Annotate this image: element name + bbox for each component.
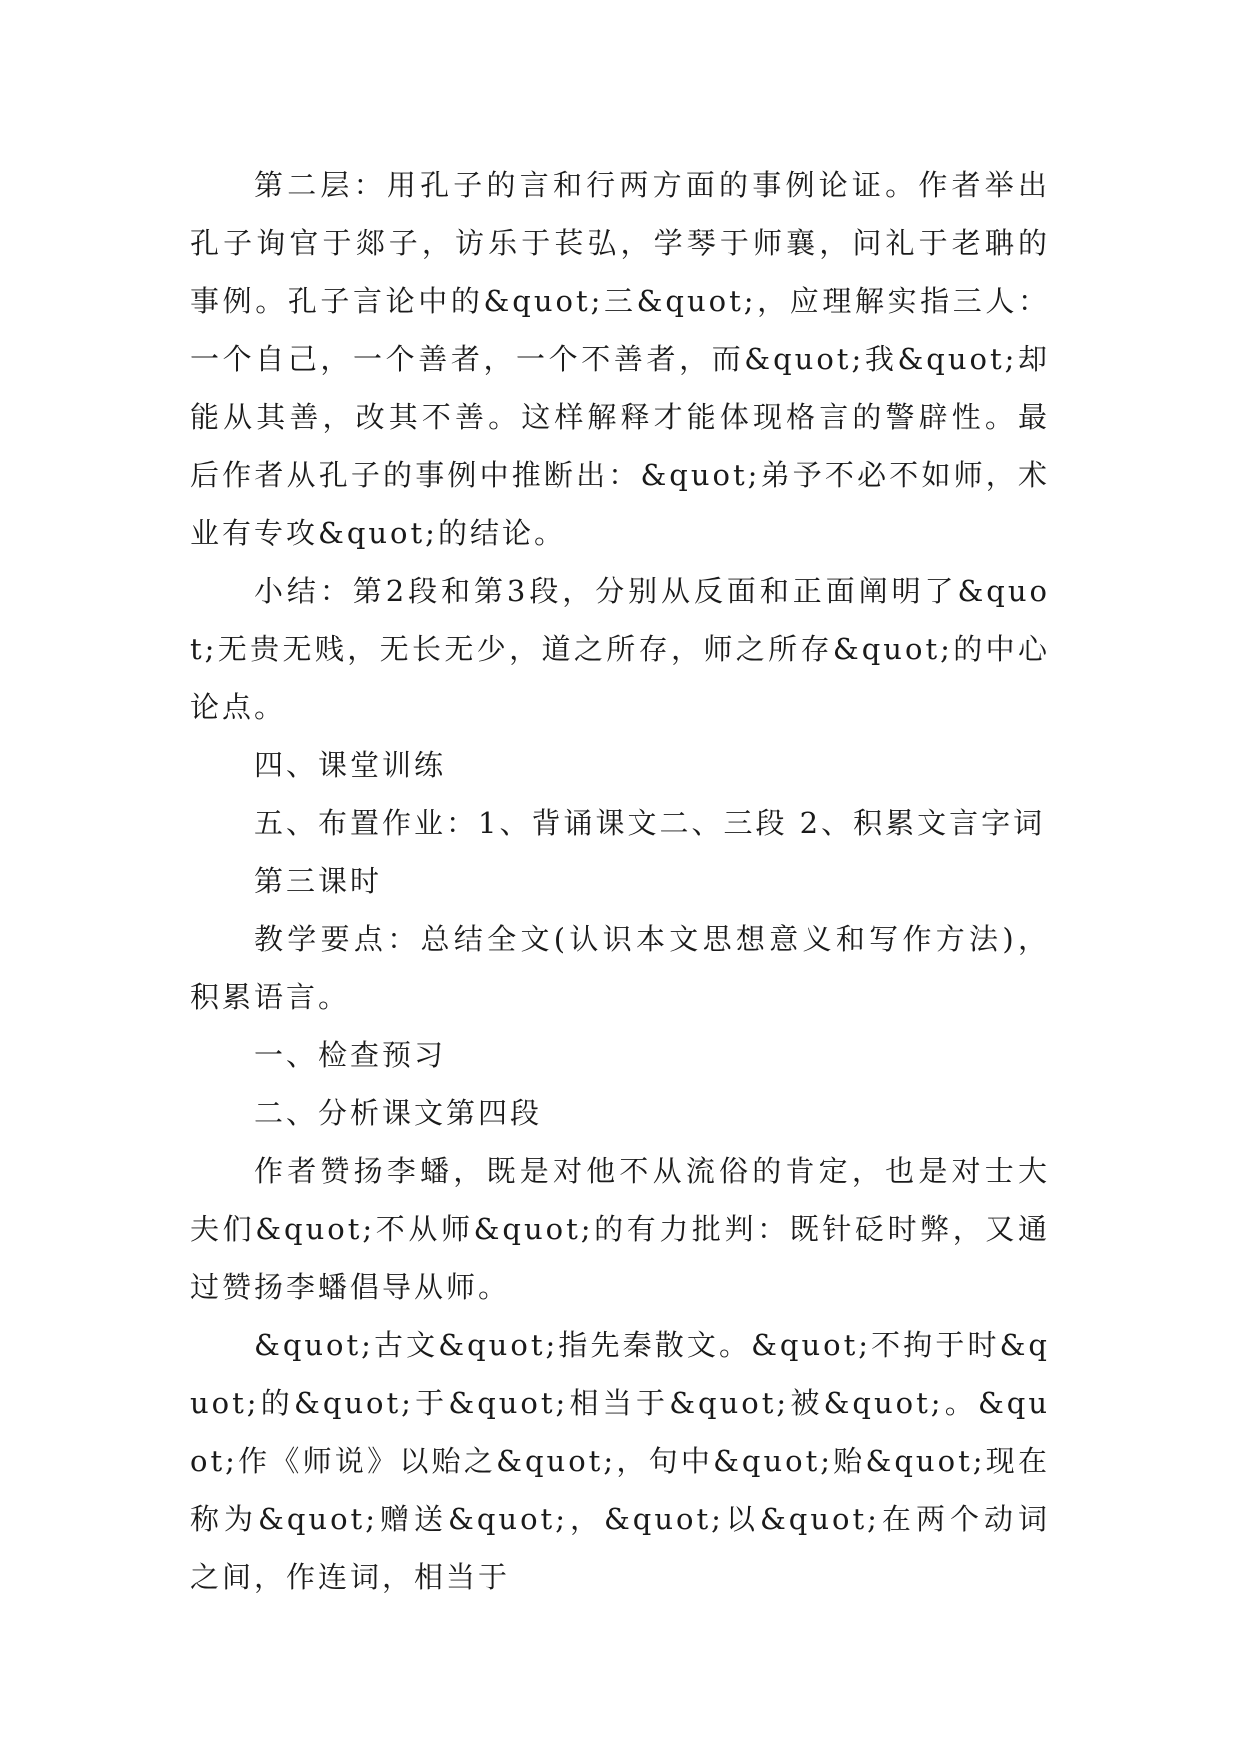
paragraph-analyze-section-four: 二、分析课文第四段	[254, 1096, 543, 1130]
document-body	[190, 156, 1050, 1606]
paragraph-teaching-points: 教学要点：总结全文(认识本文思想意义和写作方法)，积累语言。	[190, 922, 1050, 1014]
paragraph-summary: 小结：第2段和第3段，分别从反面和正面阐明了&quot;无贵无贱，无长无少，道之所存，师之所存&quot;的中心论点。	[190, 574, 1050, 724]
paragraph-homework: 五、布置作业：1、背诵课文二、三段 2、积累文言字词	[254, 806, 1046, 840]
paragraph-third-lesson: 第三课时	[254, 864, 383, 898]
paragraph-second-layer: 第二层：用孔子的言和行两方面的事例论证。作者举出孔子询官于郯子，访乐于苌弘，学琴于师襄，问礼于老聃的事例。孔子言论中的&quot;三&quot;，应理解实指三人：一个自己，一个善者，一个不善者，而&quot;我&quot;却能从其善，改其不善。这样解释才能体现格言的警辟性。最后作者从孔子的事例中推断出：&quot;弟予不必不如师，术业有专攻&quot;的结论。	[190, 168, 1050, 550]
paragraph-praise-li-pan: 作者赞扬李蟠，既是对他不从流俗的肯定，也是对士大夫们&quot;不从师&quot;的有力批判：既针砭时弊，又通过赞扬李蟠倡导从师。	[190, 1154, 1050, 1304]
paragraph-class-training: 四、课堂训练	[254, 748, 447, 782]
paragraph-ancient-prose: &quot;古文&quot;指先秦散文。&quot;不拘于时&quot;的&quot;于&quot;相当于&quot;被&quot;。&quot;作《师说》以贻之&quot;，句中&quot;贻&quot;现在称为&quot;赠送&quot;，&quot;以&quot;在两个动词之间，作连词，相当于	[190, 1328, 1050, 1594]
paragraph-check-preview: 一、检查预习	[254, 1038, 447, 1072]
